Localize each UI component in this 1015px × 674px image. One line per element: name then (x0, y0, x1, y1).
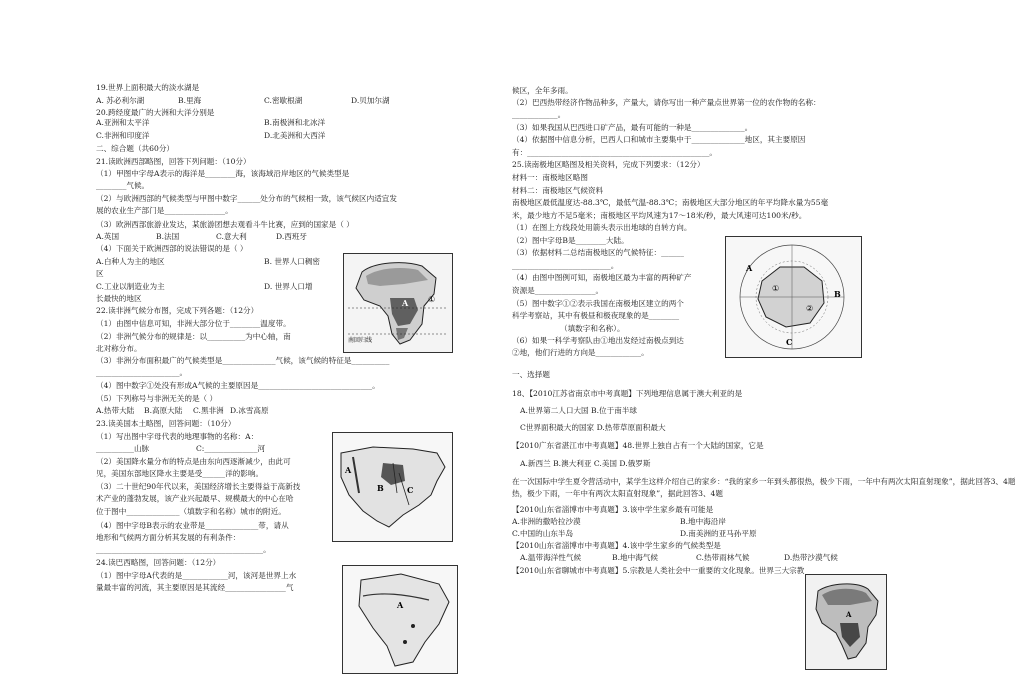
left-text-line: D.北美洲和大西洋 (264, 131, 326, 140)
left-text-line: 区 (96, 269, 104, 278)
right-text-line: A.世界第二人口大国 B.位于南半球 (520, 406, 638, 415)
right-text-line: 材料二：南极地区气候资料 (512, 186, 604, 195)
left-text-line: A.白种人为主的地区 (96, 257, 165, 266)
corner-label-a: A (846, 610, 852, 619)
left-text-line: 21.读欧洲西部略图，回答下列问题：（10分） (96, 157, 251, 166)
right-text-line: 【2010广东省湛江市中考真题】48.世界上独自占有一个大陆的国家，它是 (512, 441, 764, 450)
right-text-line: A.温带海洋性气候 (520, 553, 582, 562)
left-text-line: （2）与欧洲西部的气候类型与甲图中数字______处分布的气候相一致，该气候区内适宜发 (96, 194, 397, 203)
right-text-line: B.地中海气候 (612, 553, 658, 562)
usa-map-svg (333, 433, 452, 541)
right-text-line: 科学考察站，其中有极昼和极夜现象的是________ (512, 311, 680, 320)
right-text-line: （4）依据图中信息分析，巴西人口和城市主要集中于______________地区，其主要原因 (512, 135, 806, 144)
africa-label-1: ① (428, 295, 436, 304)
left-text-line: （4）图中字母B表示的农业带是______________带，请从 (96, 521, 289, 530)
right-text-line: （4）由图中图例可知，南极地区最为丰富的两种矿产 (512, 273, 692, 282)
right-text-line: ____________。 (512, 110, 566, 119)
left-text-line: 20.跨经度最广的大洲和大洋分别是 (96, 108, 215, 117)
right-text-line: 【2010山东省聊城市中考真题】5.宗教是人类社会中一重要的文化现象。世界三大宗教 (512, 566, 805, 575)
left-text-line: （1）甲图中字母A表示的海洋是________海，该海域沿岸地区的气候类型是 (96, 169, 350, 178)
right-text-line: （3）依据材料二总结南极地区的气候特征：______ (512, 248, 684, 257)
left-text-line: C.非洲和印度洋 (96, 131, 150, 140)
left-text-line: C:______________河 (196, 444, 266, 453)
left-text-line: （3）欧洲西部旅游业发达，某旅游团想去观看斗牛比赛，应到的国家是（ ） (96, 220, 354, 229)
left-text-line: 见，美国东部地区降水主要是受______洋的影响。 (96, 469, 264, 478)
usa-map (332, 432, 453, 542)
left-text-line: B. 世界人口稠密 (264, 257, 320, 266)
left-text-line: C.黑非洲 (193, 406, 224, 415)
left-text-line: （5）下列称号与非洲无关的是（ ） (96, 394, 218, 403)
right-text-line: B.地中海沿岸 (680, 517, 726, 526)
left-text-line: C.密歇根湖 (264, 96, 303, 105)
left-text-line: 二、综合题（共60分） (96, 144, 175, 153)
left-text-line: （2）非洲气候分布的规律是：以__________为中心轴，南 (96, 332, 291, 341)
right-text-line: C.中国的山东半岛 (512, 529, 574, 538)
left-text-line: D.西班牙 (276, 232, 308, 241)
left-text-line: 19.世界上面积最大的淡水湖是 (96, 83, 200, 92)
right-text-line: 材料一：南极地区略图 (512, 173, 588, 182)
right-text-line: D.南美洲的亚马孙平原 (680, 529, 757, 538)
left-text-line: 地形和气候两方面分析其发展的有利条件： (96, 533, 241, 542)
left-text-line: 展的农业生产部门是________________。 (96, 206, 233, 215)
left-text-line: （3）非洲分布面积最广的气候类型是______________气候，该气候的特征是__________ (96, 356, 390, 365)
right-text-line: 【2010山东省淄博市中考真题】4.该中学生家乡的气候类型是 (512, 541, 721, 550)
tropic-label: 南回归线 (348, 337, 373, 344)
right-text-line: 有：________________________________________________。 (512, 148, 718, 157)
left-text-line: ________气候。 (96, 181, 150, 190)
left-text-line: D.冰雪高原 (230, 406, 269, 415)
africa-corner-map (805, 574, 887, 670)
left-text-line: （4）图中数字①处没有形成A气候的主要原因是______________________________。 (96, 381, 380, 390)
left-text-line: 量最丰富的河流，其主要原因是其流经________________气 (96, 583, 294, 592)
left-text-line: A.亚洲和太平洋 (96, 118, 150, 127)
left-text-line: B.南极洲和北冰洋 (264, 118, 326, 127)
left-text-line: ______________________。 (96, 368, 188, 377)
left-text-line: 位于图中______________（填数字和名称）城市的附近。 (96, 507, 286, 516)
left-text-line: A. 苏必利尔湖 (96, 96, 145, 105)
antarctica-label-c: C (786, 337, 793, 347)
right-text-line: 【2010山东省淄博市中考真题】3.该中学生家乡最有可能是 (512, 505, 714, 514)
right-text-line: 18、【2010江苏省南京市中考真题】下列地理信息属于澳大利亚的是 (512, 389, 743, 398)
africa-corner-svg (806, 575, 886, 669)
right-text-line: ②地，他们行进的方向是____________。 (512, 348, 649, 357)
africa-map-svg (344, 254, 452, 352)
africa-label-a: A (402, 298, 409, 308)
left-text-line: C.意大利 (216, 232, 247, 241)
right-text-line: 候区，全年多雨。 (512, 86, 573, 95)
left-text-line: ____________________________________________。 (96, 545, 271, 554)
antarctica-map (725, 236, 862, 358)
brazil-label-a: A (397, 600, 404, 610)
brazil-map-svg (343, 566, 457, 673)
left-text-line: B.里海 (178, 96, 202, 105)
right-text-line: A.非洲的撒哈拉沙漠 (512, 517, 581, 526)
right-text-line: 一、选择题 (512, 370, 550, 379)
left-text-line: __________山脉 (96, 444, 150, 453)
left-text-line: D.贝加尔湖 (351, 96, 390, 105)
antarctica-label-b: B (834, 289, 841, 299)
right-text-line: （1）在图上方线段处用箭头表示出地球的自转方向。 (512, 223, 692, 232)
left-text-line: B.高原大陆 (144, 406, 183, 415)
right-text-line: （2）巴西热带经济作物品种多，产量大，请你写出一种产量点世界第一位的农作物的名称： (512, 98, 821, 107)
left-text-line: （3）二十世纪90年代以来，美国经济增长主要得益于高新技 (96, 482, 301, 491)
antarctica-label-2: ② (806, 304, 814, 313)
left-text-line: （4）下面关于欧洲西部的说法错误的是（ ） (96, 244, 248, 253)
right-text-line: 25.读南极地区略图及相关资料，完成下列要求：（12分） (512, 160, 705, 169)
left-text-line: A.热带大陆 (96, 406, 135, 415)
africa-climate-map (343, 253, 453, 353)
right-text-line: （2）图中字母B是________大陆。 (512, 236, 629, 245)
usa-label-b: B (377, 483, 384, 493)
left-text-line: 长最快的地区 (96, 294, 142, 303)
left-text-line: A.英国 (96, 232, 120, 241)
right-text-line: （填数字和名称）。 (560, 324, 625, 333)
right-text-line: 南极地区最低温度达-88.3℃，最低气温-88.3℃；南极地区大部分地区的年平均降水量为55毫 (512, 198, 829, 207)
left-text-line: B.法国 (156, 232, 180, 241)
antarctica-label-a: A (746, 263, 753, 273)
left-text-line: （1）写出图中字母代表的地理事物的名称：A： (96, 432, 259, 441)
right-text-line: 热，极少下雨，一年中有两次太阳直射现象”，据此回答3、4题 (512, 489, 723, 498)
usa-label-a: A (345, 465, 352, 475)
left-text-line: （1）由图中信息可知，非洲大部分位于________温度带。 (96, 319, 291, 328)
left-text-line: 北对称分布。 (96, 344, 142, 353)
left-text-line: D. 世界人口增 (264, 282, 313, 291)
right-text-line: C世界面积最大的国家 D.热带草原面积最大 (520, 423, 666, 432)
left-text-line: 术产业的蓬勃发展，该产业兴起最早、规模最大的中心在哈 (96, 494, 294, 503)
right-text-line: 在一次国际中学生夏令营活动中，某学生这样介绍自己的家乡：“我的家乡一年到头都很热，极少下雨，一年中有两次太阳直射现象”，据此回答3、4题 (512, 477, 1015, 486)
right-text-line: __________________________。 (512, 261, 619, 270)
usa-label-c: C (407, 485, 414, 495)
antarctica-label-1: ① (772, 284, 780, 293)
left-text-line: （1）图中字母A代表的是____________河，该河是世界上水 (96, 571, 297, 580)
right-text-line: 米，最少地方不足5毫米；南极地区平均风速为17～18米/秒，最大风速可达100米/秒。 (512, 211, 807, 220)
right-text-line: （5）图中数字①②表示我国在南极地区建立的两个 (512, 299, 684, 308)
left-text-line: 23.读美国本土略图，回答问题：（10分） (96, 419, 236, 428)
right-text-line: A.新西兰 B.澳大利亚 C.美国 D.俄罗斯 (520, 459, 651, 468)
right-text-line: 资源是________________。 (512, 286, 604, 295)
left-text-line: C.工业以制造业为主 (96, 282, 165, 291)
right-text-line: C.热带雨林气候 (696, 553, 750, 562)
right-text-line: （3）如果我国从巴西进口矿产品，最有可能的一种是______________。 (512, 123, 753, 132)
left-text-line: 24.读巴西略图，回答问题：（12分） (96, 558, 221, 567)
left-text-line: 22.读非洲气候分布图，完成下列各题：（12分） (96, 306, 259, 315)
right-text-line: （6）如果一科学考察队由①地出发经过南极点到达 (512, 336, 684, 345)
left-text-line: （2）美国降水量分布的特点是由东向西逐渐减少，由此可 (96, 457, 291, 466)
brazil-map (342, 565, 458, 674)
antarctica-map-svg (726, 237, 861, 357)
right-text-line: D.热带沙漠气候 (784, 553, 838, 562)
